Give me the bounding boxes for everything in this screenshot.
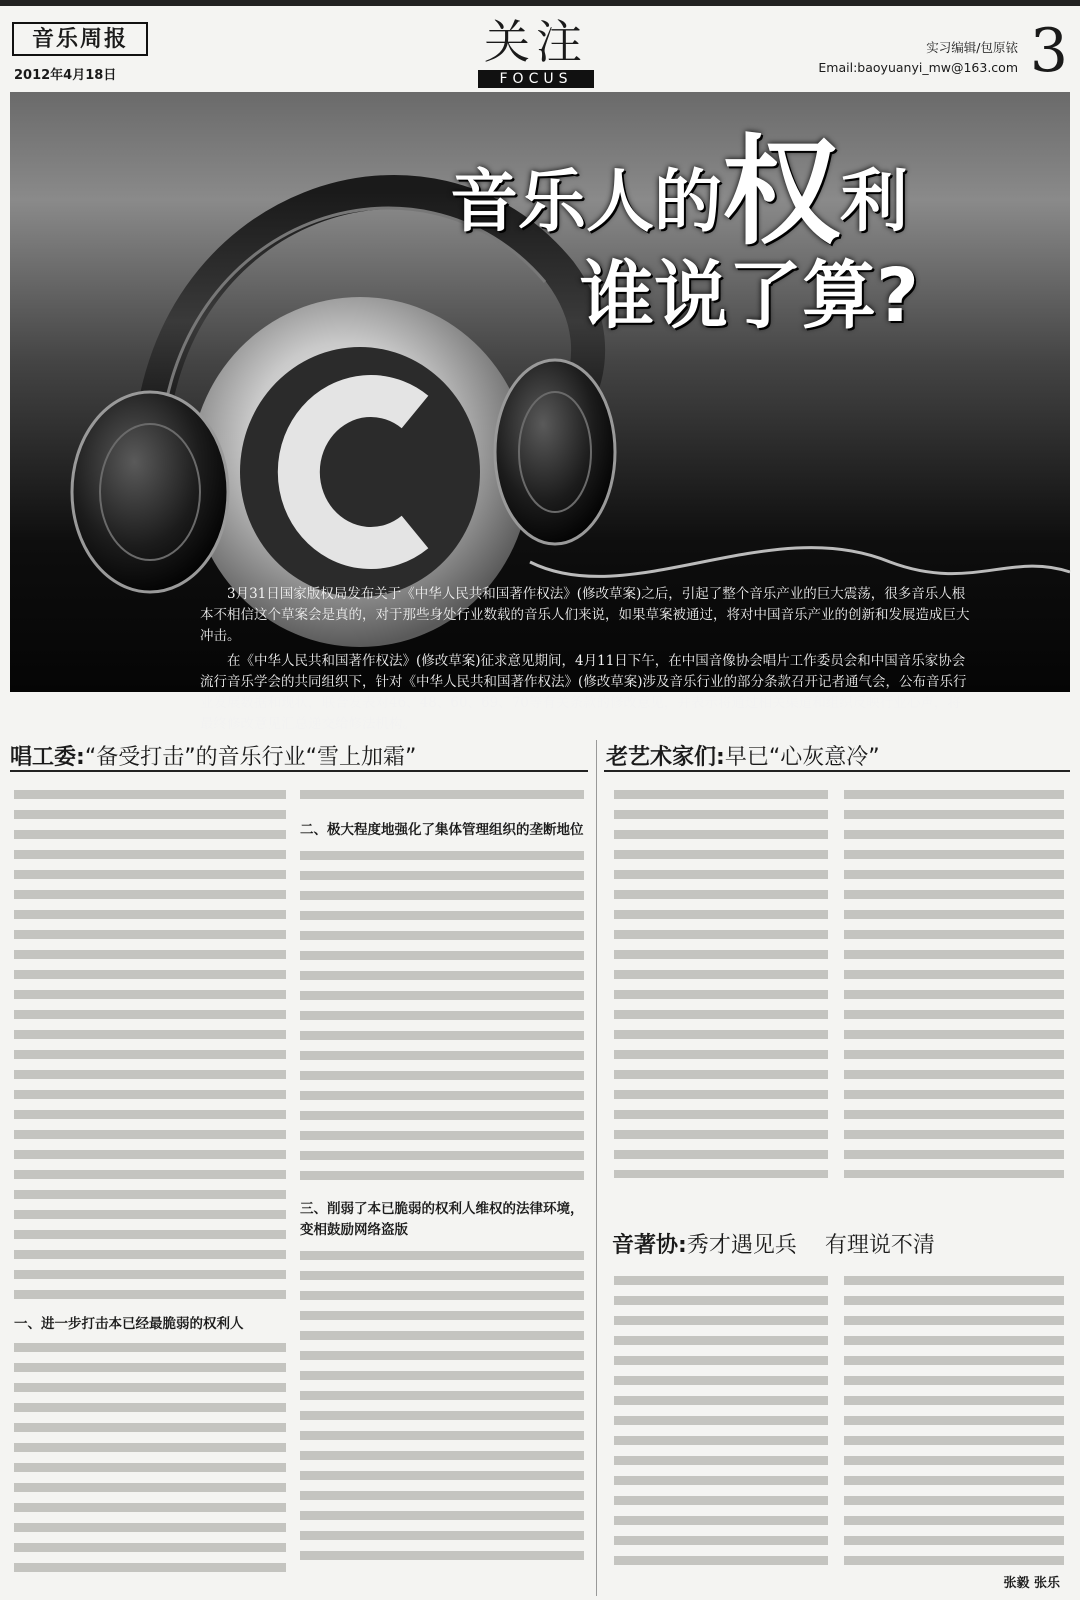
article-heading-title: 有理说不清: [824, 1233, 935, 1258]
heading-rule: [10, 770, 588, 772]
bottom-column-1-body: [614, 1276, 828, 1576]
headline-part-2: 利: [840, 163, 909, 242]
article-heading-source: 唱工委:: [10, 745, 85, 770]
section-title-cn: 关注: [484, 15, 588, 69]
body-text-placeholder: [614, 790, 828, 1178]
headphone-cable: [530, 548, 1070, 577]
top-rule: [0, 0, 1080, 6]
left-ear-cup: [72, 392, 228, 592]
article-heading-bottom: [612, 1228, 935, 1259]
article-heading-title: 秀才遇见兵: [686, 1233, 797, 1258]
editor-name: 实习编辑/包原铱: [926, 40, 1018, 55]
article-heading-title: 早已“心灰意冷”: [724, 745, 880, 770]
heading-rule: [604, 770, 1070, 772]
subhead-1: 一、进一步打击本已经最脆弱的权利人: [14, 1316, 244, 1332]
body-text-placeholder: [300, 1251, 584, 1567]
lead-paragraph: 3月31日国家版权局发布关于《中华人民共和国著作权法》(修改草案)之后，引起了整个音乐产业的巨大震荡，很多音乐人根本不相信这个草案会是真的，对于那些身处行业数载的音乐人们来说，如果草案被通过，将对中国音乐产业的创新和发展造成巨大冲击。: [200, 586, 970, 644]
right-column-1-body: [614, 790, 828, 1190]
masthead-logo: 音乐周报: [12, 22, 148, 56]
section-title: [472, 14, 600, 88]
bottom-column-2-body: [844, 1276, 1064, 1566]
headline-line-1: [450, 123, 1050, 261]
editor-info: [818, 38, 1018, 78]
body-text-placeholder: [14, 1343, 286, 1581]
hero-banner: [10, 92, 1070, 732]
headline-big-char: 权: [722, 123, 841, 261]
issue-date: 2012年4月18日: [14, 68, 117, 83]
body-text-placeholder: [14, 790, 286, 1306]
body-text-placeholder: [844, 1276, 1064, 1566]
article-heading-source: 老艺术家们:: [606, 745, 725, 770]
body-text-placeholder: [844, 790, 1064, 1178]
article-heading-left: [10, 740, 416, 771]
lead-paragraphs: [200, 584, 970, 739]
page-number: 3: [1029, 16, 1068, 86]
main-headline: [450, 123, 1050, 339]
body-text-placeholder: [300, 790, 584, 810]
column-divider: [596, 740, 597, 1596]
article-heading-right: [606, 740, 880, 771]
middle-column-body: [300, 790, 584, 1590]
headline-line-2: 谁说了算?: [580, 253, 919, 339]
right-column-2-body: [844, 790, 1064, 1190]
article-heading-source: 音著协:: [612, 1233, 687, 1258]
subhead-2: 二、极大程度地强化了集体管理组织的垄断地位: [300, 822, 584, 838]
body-text-placeholder: [614, 1276, 828, 1576]
section-title-en: FOCUS: [478, 70, 594, 88]
body-text-placeholder: [300, 851, 584, 1187]
editor-email: Email:baoyuanyi_mw@163.com: [818, 60, 1018, 75]
author-byline: 张毅 张乐: [1003, 1576, 1060, 1591]
subhead-3: 三、削弱了本已脆弱的权利人维权的法律环境，变相鼓励网络盗版: [300, 1201, 584, 1238]
article-heading-title: “备受打击”的音乐行业“雪上加霜”: [84, 745, 417, 770]
headline-part-1: 音乐人的: [450, 163, 723, 242]
lead-paragraph: 在《中华人民共和国著作权法》(修改草案)征求意见期间，4月11日下午，在中国音像协会唱片工作委员会和中国音乐家协会流行音乐学会的共同组织下，针对《中华人民共和国著作权法》(修改草案)涉及音乐行业的部分条款召开记者通气会，公布音乐行业发展数据和现状，联合发表对46、48、60、69、70等有关条款的修改意见，并表示将通过相关渠道和组织反映行业心声，将最终修改意见汇总递交给修法机构。: [200, 653, 967, 732]
left-column-body: [14, 790, 286, 1590]
right-ear-cup: [495, 360, 615, 544]
